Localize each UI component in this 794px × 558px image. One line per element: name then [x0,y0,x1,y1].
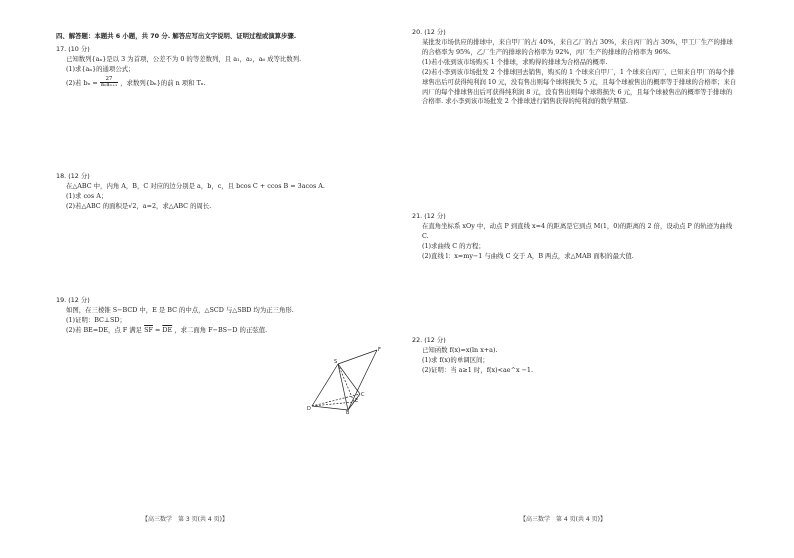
q17-part2 [56,77,376,89]
q21-stem: 在直角坐标系 xOy 中，动点 P 到直线 x=4 的距离是它到点 M(1，0)的距离的 2 倍，设动点 P 的轨迹为曲线 C. [422,221,733,240]
q21-header: 21. (12 分) [412,212,446,220]
q20-part1: (1)若小张到该市场购买 1 个排球，求购得的排球为合格品的概率. [422,57,608,66]
q21-part1: (1)求曲线 C 的方程； [422,241,485,250]
q19-part2 [56,326,376,336]
question-19 [56,296,376,336]
q17-fraction-num: 27 [100,77,118,84]
q22-header: 22. (12 分) [412,336,446,344]
q19-vector-sf: $\overline{SF}$ [144,325,153,334]
tetrahedron-figure [300,344,390,414]
q18-header: 18. (12 分) [56,172,90,180]
q22-stem: 已知函数 f(x)=x(ln x+a). [422,345,498,354]
left-page [56,28,376,89]
q17-stem: 已知数列{aₙ}是以 3 为首项，公差不为 0 的等差数列，且 a₁，a₂，a₆ 成等比数列. [66,54,302,63]
q19-header: 19. (12 分) [56,296,90,304]
edge-db [312,406,348,410]
left-footer: 【高三数学 第 3 页(共 4 页)】 [142,516,228,523]
label-b: B [346,410,350,414]
label-e: E [355,398,359,404]
question-22 [412,336,738,376]
q19-part2-post: ，求二面角 F−BS−D 的正弦值. [174,325,268,334]
q18-stem: 在△ABC 中，内角 A，B，C 对应的边分别是 a，b，c，且 bcos C + ccos B = 3acos A. [66,181,325,190]
question-18 [56,172,376,212]
q19-part2-pre: (2)若 BE=DE，点 F 满足 [66,325,143,334]
q19-part2-mid: = [154,325,161,334]
q17-part1: (1)求{aₙ}的通项公式； [66,64,135,73]
q18-part1: (1)求 cos A； [66,191,108,200]
q17-part2-post: ，求数列{bₙ}的前 n 项和 Tₙ. [120,78,206,87]
q17-part2-pre: (2)若 bₙ = [66,78,98,87]
label-c: C [361,392,365,398]
q17-fraction-den: aₙaₙ₊₁ [100,82,118,89]
q20-part2: (2)若小李到该市场批发 2 个排球回去销售，购买的 1 个球来自甲厂，1 个球来自丙厂，已知来自甲厂的每个排球售出后可获得纯利润 10 元，没有售出则每个球将损失 5 元，且每个球被售出的概率等于排球的合格率；来自丙厂的每个排球售出后可获得纯利润 8 元，没有售出则每个球将损失 6 元，且每个球被售出的概率等于排球的合格率. 求小李到该市场批发 2 个排球进行销售获得的纯利润的数学期望. [422,67,737,106]
label-s: S [334,359,338,365]
q17-header: 17. (10 分) [56,44,90,53]
label-f: F [378,347,381,353]
q22-part2: (2)证明：当 a≥1 时，f(x)<ae^x −1. [422,365,534,374]
q19-part1: (1)证明：BC⊥SD； [66,315,126,324]
q21-part2: (2)直线 l：x=my−1 与曲线 C 交于 A，B 两点，求△MAB 面积的最大值. [422,251,634,260]
q18-part2: (2)若△ABC 的面积是√2，a=2，求△ABC 的周长. [66,201,212,210]
question-21 [412,212,738,262]
edge-sd [312,364,338,406]
q22-part1: (1)求 f(x)的单调区间； [422,355,489,364]
q20-header: 20. (12 分) [412,28,446,36]
q19-stem: 如图，在三棱锥 S−BCD 中，E 是 BC 的中点，△SCD 与△SBD 均为正三角形. [66,305,294,314]
question-20 [412,28,738,107]
question-17 [56,45,376,89]
q20-stem: 某批发市场供应的排球中，来自甲厂的占 40%，来自乙厂的占 30%，来自丙厂的占 30%，甲工厂生产的排球的合格率为 95%，乙厂生产的排球的合格率为 92%，丙厂生产的排球的合格率为 96%. [422,37,733,56]
edge-de [312,402,354,406]
section-title: 四、解答题：本题共 6 小题，共 70 分. 解答应写出文字说明、证明过程或演算步骤. [56,32,297,40]
right-footer: 【高三数学 第 4 页(共 4 页)】 [520,516,606,523]
label-d: D [307,406,311,412]
q19-vector-de: $\overline{DE}$ [162,325,173,334]
q17-fraction [100,77,118,89]
